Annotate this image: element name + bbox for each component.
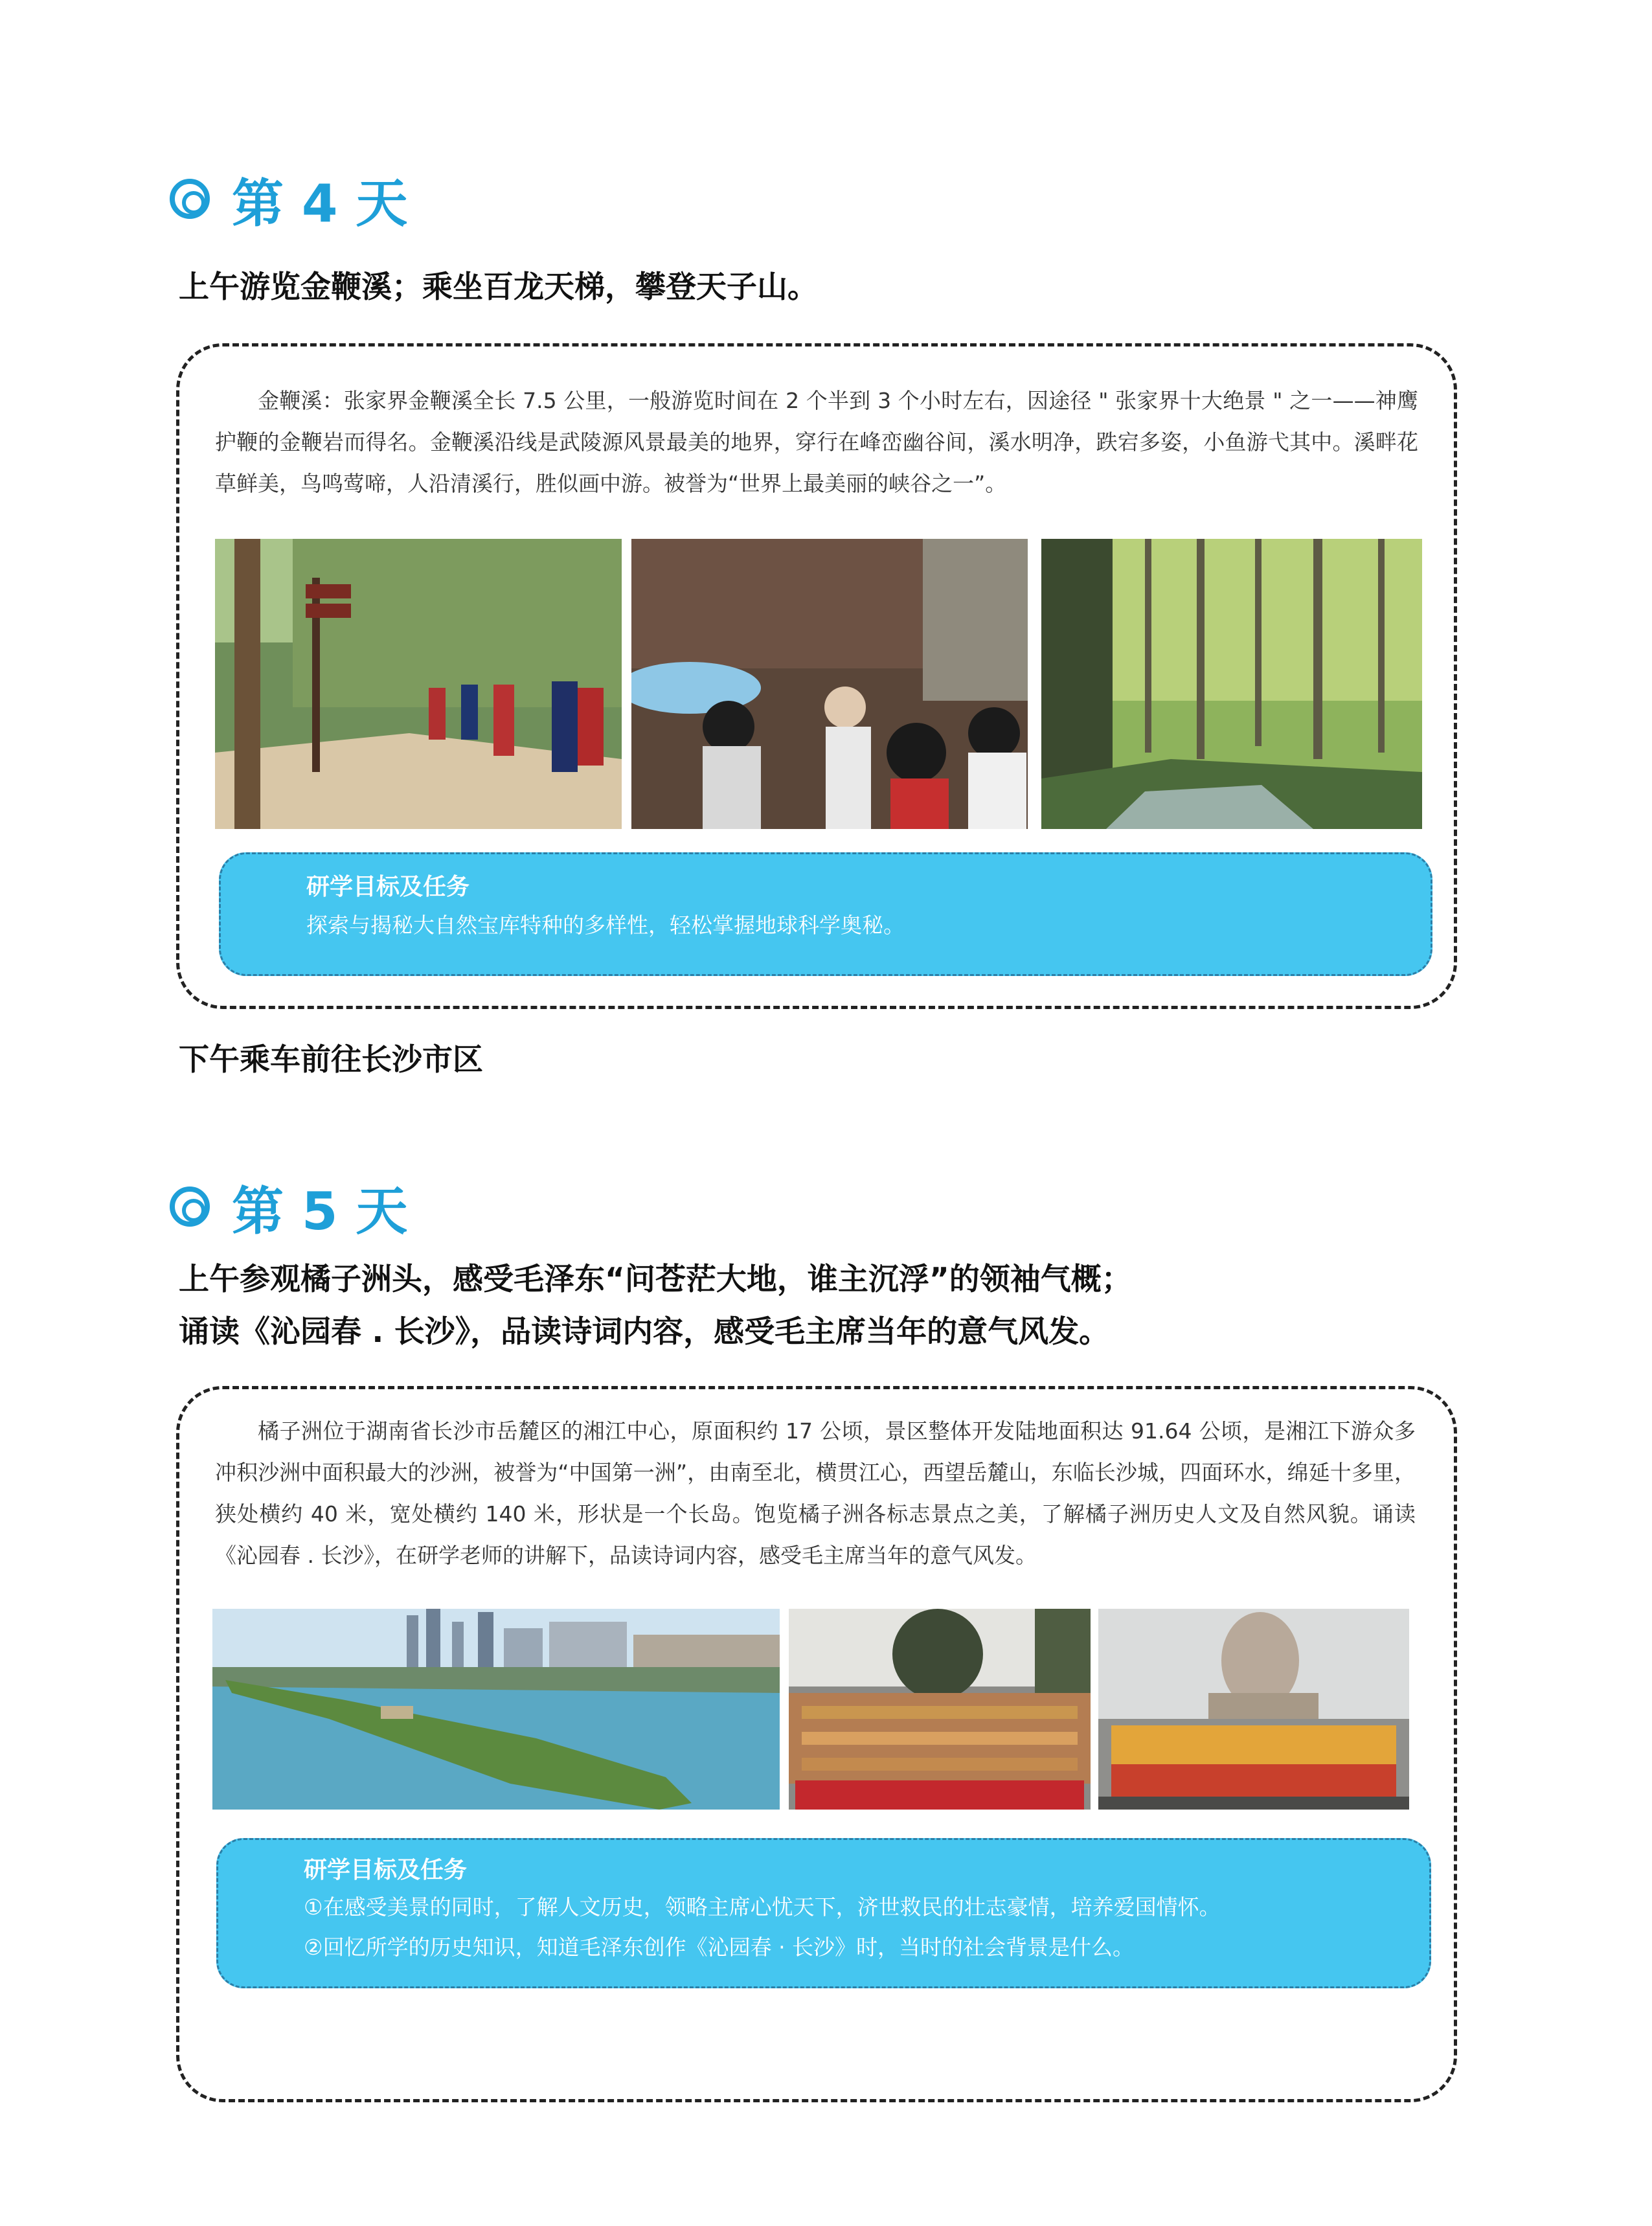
- day5-title: [170, 1171, 407, 1242]
- double-circle-icon: [170, 1187, 210, 1227]
- day4-description: 金鞭溪：张家界金鞭溪全长 7.5 公里，一般游览时间在 2 个半到 3 个小时左右，因途径 " 张家界十大绝景 " 之一——神鹰护鞭的金鞭岩而得名。金鞭溪沿线是武陵源风景最美的地界，穿行在峰峦幽谷间，溪水明净，跌宕多姿，小鱼游弋其中。溪畔花草鲜美，鸟鸣莺啼，人沿清溪行，胜似画中游。被誉为“世界上最美丽的峡谷之一”。: [215, 388, 1418, 496]
- day5-task-line-2: ②回忆所学的历史知识，知道毛泽东创作《沁园春 · 长沙》时，当时的社会背景是什么。: [304, 1935, 1135, 1960]
- photo-orange-isle-aerial: [212, 1609, 780, 1810]
- day4-title-text: 第 4 天: [232, 173, 408, 234]
- day4-title: [170, 163, 407, 234]
- day5-task-box: [216, 1838, 1431, 1988]
- day5-title-text: 第 5 天: [232, 1181, 408, 1242]
- double-circle-icon: [170, 179, 210, 219]
- day5-heading-line-1: 上午参观橘子洲头，感受毛泽东“问苍茫大地，谁主沉浮”的领袖气概；: [179, 1262, 1132, 1297]
- day4-afternoon: 下午乘车前往长沙市区: [179, 1042, 483, 1078]
- photo-cliff-group: [631, 539, 1028, 829]
- photo-forest-stream: [1041, 539, 1422, 829]
- photo-statue-group: [1098, 1609, 1409, 1810]
- day5-task-line-1: ①在感受美景的同时，了解人文历史，领略主席心忧天下，济世救民的壮志豪情，培养爱国情怀。: [304, 1894, 1221, 1920]
- day5-heading-line-2: 诵读《沁园春 . 长沙》，品读诗词内容，感受毛主席当年的意气风发。: [179, 1314, 1110, 1350]
- day4-task-box: [219, 852, 1432, 976]
- day4-heading: 上午游览金鞭溪；乘坐百龙天梯，攀登天子山。: [179, 269, 818, 305]
- day5-description: 橘子洲位于湖南省长沙市岳麓区的湘江中心，原面积约 17 公顷，景区整体开发陆地面积达 91.64 公顷，是湘江下游众多冲积沙洲中面积最大的沙洲，被誉为“中国第一洲”，由南至北，横贯江心，西望岳麓山，东临长沙城，四面环水，绵延十多里，狭处横约 40 米，宽处横约 140 米，形状是一个长岛。饱览橘子洲各标志景点之美，了解橘子洲历史人文及自然风貌。诵读《沁园春 . 长沙》，在研学老师的讲解下，品读诗词内容，感受毛主席当年的意气风发。: [215, 1418, 1416, 1568]
- day4-task-line-1: 探索与揭秘大自然宝库特种的多样性，轻松掌握地球科学奥秘。: [306, 913, 905, 938]
- day5-task-title: 研学目标及任务: [304, 1857, 468, 1883]
- day4-task-title: 研学目标及任务: [306, 874, 470, 900]
- photo-golden-whip-trail: [215, 539, 622, 829]
- photo-group-stairs: [789, 1609, 1091, 1810]
